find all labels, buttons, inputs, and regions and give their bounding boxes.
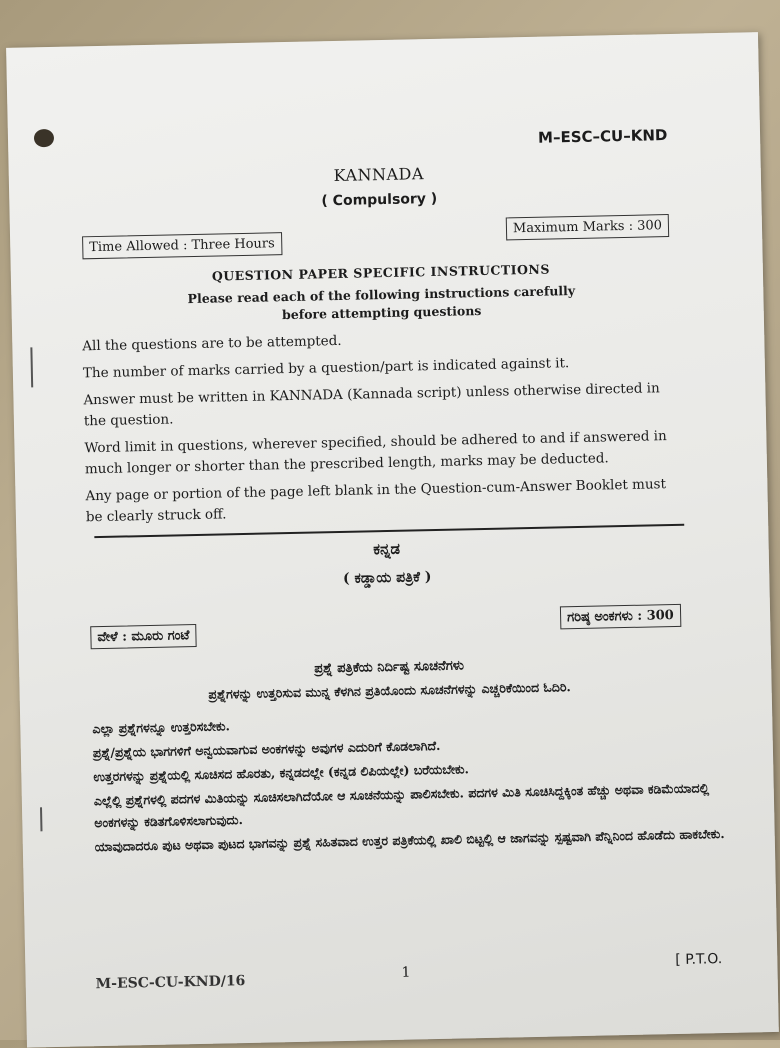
pto-label: [ P.T.O.	[675, 951, 723, 969]
page-number: 1	[401, 964, 411, 981]
time-allowed-box: Time Allowed : Three Hours	[82, 232, 282, 259]
exam-paper-sheet	[6, 32, 779, 1048]
kannada-instruction-item: ಯಾವುದಾದರೂ ಪುಟ ಅಥವಾ ಪುಟದ ಭಾಗವನ್ನು ಪ್ರಶ್ನೆ ಸಹಿತವಾದ ಉತ್ತರ ಪತ್ರಿಕೆಯಲ್ಲಿ ಖಾಲಿ ಬಿಟ್ಟಲ್ಲಿ ಆ ಜಾಗವನ್ನು ಸ್ಪಷ್ಟವಾಗಿ ಪೆನ್ನಿನಿಂದ ಹೊಡೆದು ಹಾಕಬೇಕು.	[94, 825, 725, 855]
kannada-instruction-item: ಪ್ರಶ್ನೆ/ಪ್ರಶ್ನೆಯ ಭಾಗಗಳಿಗೆ ಅನ್ವಯವಾಗುವ ಅಂಕಗಳನ್ನು ಅವುಗಳ ಎದುರಿಗೆ ಕೊಡಲಾಗಿದೆ.	[92, 737, 441, 761]
instructions-heading: QUESTION PAPER SPECIFIC INSTRUCTIONS	[211, 261, 551, 284]
footer-paper-code: M-ESC-CU-KND/16	[95, 973, 246, 993]
compulsory-label: ( Compulsory )	[321, 190, 438, 210]
kannada-subject-title: ಕನ್ನಡ	[373, 539, 401, 559]
english-instruction-list	[82, 324, 686, 535]
kannada-instruction-list	[92, 705, 725, 860]
instruction-item: Answer must be written in KANNADA (Kannada script) unless otherwise directed in the question.	[83, 380, 660, 430]
subject-title: KANNADA	[333, 164, 425, 186]
margin-pen-mark	[40, 807, 43, 831]
kannada-marks-box: ಗರಿಷ್ಠ ಅಂಕಗಳು : 300	[560, 604, 681, 630]
instruction-item: Any page or portion of the page left blank in the Question-cum-Answer Booklet must be clearly struck off.	[85, 476, 667, 526]
kannada-instruction-item: ಎಲ್ಲಾ ಪ್ರಶ್ನೆಗಳನ್ನೂ ಉತ್ತರಿಸಬೇಕು.	[92, 718, 231, 737]
kannada-instructions-heading: ಪ್ರಶ್ನೆ ಪತ್ರಿಕೆಯ ನಿರ್ದಿಷ್ಟ ಸೂಚನೆಗಳು	[314, 658, 465, 677]
margin-pen-mark	[30, 347, 33, 387]
instruction-item: The number of marks carried by a question/part is indicated against it.	[82, 355, 570, 382]
instructions-prompt-line2: before attempting questions	[281, 302, 482, 323]
punch-hole	[34, 129, 54, 147]
instructions-prompt-line1: Please read each of the following instructions carefully	[187, 283, 576, 307]
kannada-instruction-item: ಉತ್ತರಗಳನ್ನು ಪ್ರಶ್ನೆಯಲ್ಲಿ ಸೂಚಿಸದ ಹೊರತು, ಕನ್ನಡದಲ್ಲೇ (ಕನ್ನಡ ಲಿಪಿಯಲ್ಲೇ) ಬರೆಯಬೇಕು.	[93, 761, 470, 785]
maximum-marks-box: Maximum Marks : 300	[506, 214, 669, 240]
kannada-time-box: ವೇಳೆ : ಮೂರು ಗಂಟೆ	[90, 624, 197, 649]
kannada-instruction-item: ಎಲ್ಲೆಲ್ಲಿ ಪ್ರಶ್ನೆಗಳಲ್ಲಿ ಪದಗಳ ಮಿತಿಯನ್ನು ಸೂಚಿಸಲಾಗಿದೆಯೋ ಆ ಸೂಚನೆಯನ್ನು ಪಾಲಿಸಬೇಕು. ಪದಗಳ ಮಿತಿ ಸೂಚಿಸಿದ್ದಕ್ಕಿಂತ ಹೆಚ್ಚು ಅಥವಾ ಕಡಿಮೆಯಾದಲ್ಲಿ ಅಂಕಗಳನ್ನು ಕಡಿತಗೊಳಿಸಲಾಗುವುದು.	[93, 780, 710, 831]
instruction-item: Word limit in questions, wherever specified, should be adhered to and if answered in much longer or shorter than the prescribed length, marks may be deducted.	[84, 428, 667, 478]
paper-code: M–ESC–CU–KND	[537, 126, 668, 147]
kannada-instructions-prompt: ಪ್ರಶ್ನೆಗಳನ್ನು ಉತ್ತರಿಸುವ ಮುನ್ನ ಕೆಳಗಿನ ಪ್ರತಿಯೊಂದು ಸೂಚನೆಗಳನ್ನು ಎಚ್ಚರಿಕೆಯಿಂದ ಓದಿರಿ.	[208, 679, 571, 702]
kannada-compulsory-label: ( ಕಡ್ಡಾಯ ಪತ್ರಿಕೆ )	[342, 569, 432, 587]
instruction-item: All the questions are to be attempted.	[82, 332, 342, 355]
